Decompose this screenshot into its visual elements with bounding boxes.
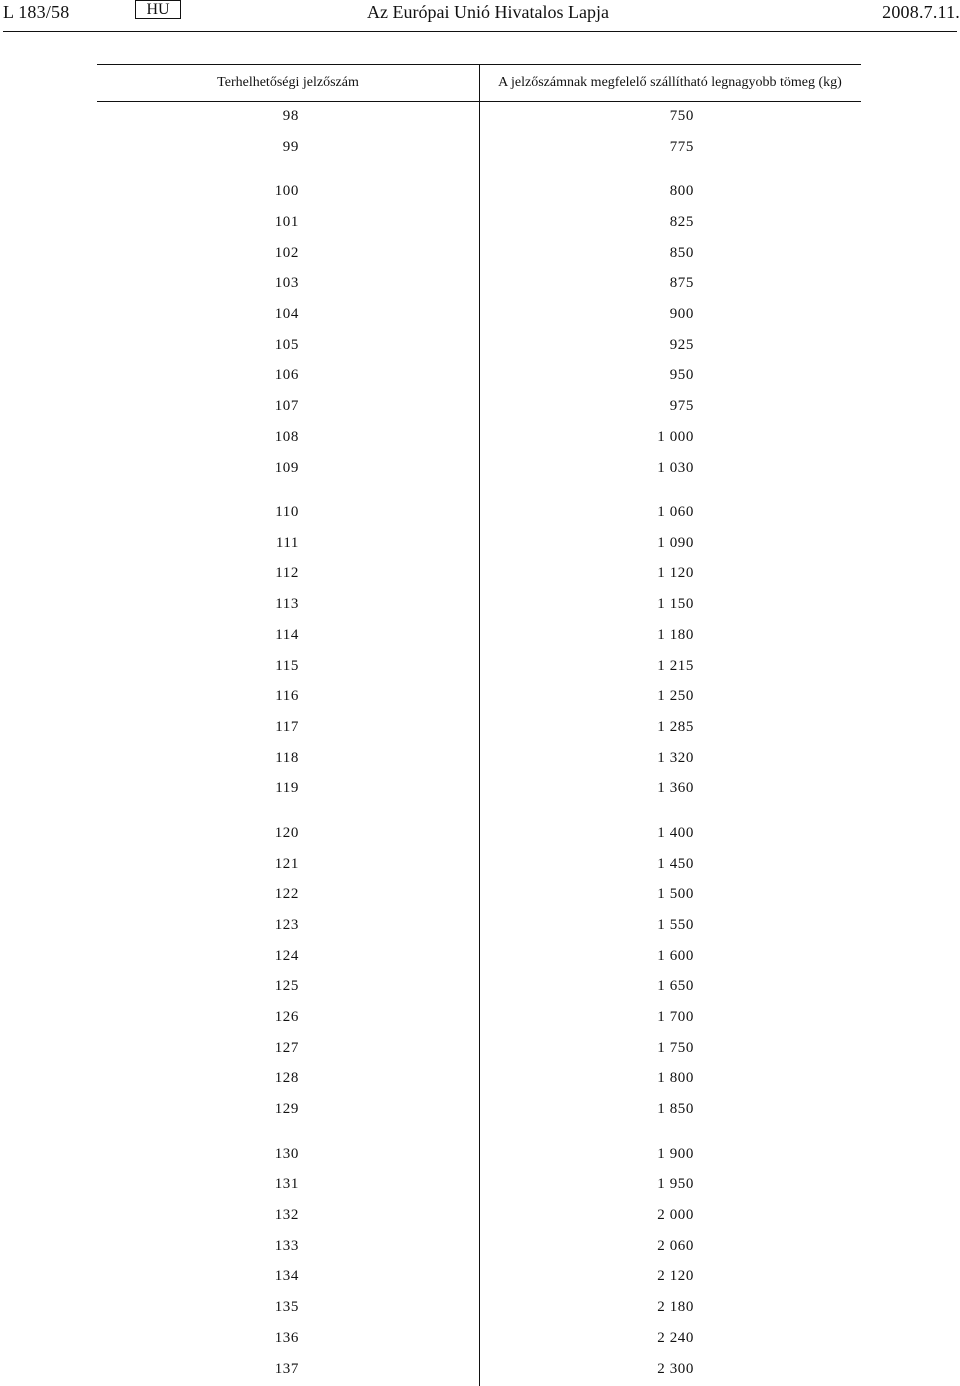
load-index-cell: 115	[275, 657, 299, 674]
max-mass-cell: 1 550	[657, 916, 694, 933]
load-index-cell: 99	[282, 138, 299, 155]
table-row	[97, 1101, 861, 1123]
load-index-cell: 110	[275, 504, 299, 520]
table-row	[97, 948, 861, 970]
load-index-cell: 136	[274, 1329, 299, 1346]
load-index-cell: 126	[274, 1009, 299, 1025]
table-row	[97, 627, 861, 649]
load-index-cell: 98	[282, 108, 299, 124]
table-row	[97, 750, 861, 772]
load-index-cell: 102	[274, 244, 299, 261]
max-mass-cell: 2 120	[657, 1268, 694, 1285]
load-index-cell: 109	[274, 459, 299, 476]
max-mass-cell: 850	[669, 244, 694, 261]
max-mass-cell: 2 240	[657, 1329, 694, 1346]
table-row	[97, 1207, 861, 1229]
max-mass-cell: 1 800	[657, 1070, 694, 1087]
max-mass-cell: 1 650	[657, 978, 694, 995]
load-index-cell: 101	[274, 213, 299, 230]
table-row	[97, 139, 861, 161]
table-row	[97, 1330, 861, 1352]
load-index-cell: 122	[274, 886, 299, 903]
table-row	[97, 780, 861, 802]
max-mass-cell: 2 300	[657, 1360, 694, 1377]
max-mass-cell: 1 750	[657, 1039, 694, 1056]
max-mass-cell: 1 090	[657, 534, 694, 551]
table-row	[97, 306, 861, 328]
table-row	[97, 1299, 861, 1321]
max-mass-cell: 2 000	[657, 1207, 694, 1223]
table-row	[97, 978, 861, 1000]
load-index-cell: 120	[274, 824, 299, 841]
load-index-cell: 114	[275, 626, 299, 643]
max-mass-cell: 1 285	[657, 718, 694, 735]
load-index-cell: 107	[274, 398, 299, 415]
table-row	[97, 688, 861, 710]
max-mass-cell: 975	[669, 398, 694, 415]
load-index-cell: 112	[275, 565, 299, 582]
max-mass-cell: 1 250	[657, 688, 694, 705]
max-mass-cell: 775	[669, 138, 694, 155]
table-row	[97, 367, 861, 389]
table-row	[97, 214, 861, 236]
load-index-cell: 113	[275, 596, 299, 613]
max-mass-cell: 1 900	[657, 1145, 694, 1162]
max-mass-cell: 1 060	[657, 504, 694, 520]
table-row	[97, 245, 861, 267]
table-row	[97, 856, 861, 878]
table-row	[97, 429, 861, 451]
table-row	[97, 658, 861, 680]
max-mass-cell: 875	[669, 275, 694, 292]
max-mass-cell: 1 120	[657, 565, 694, 582]
max-mass-cell: 750	[669, 108, 694, 124]
load-index-cell: 125	[274, 978, 299, 995]
table-row	[97, 504, 861, 526]
load-index-cell: 116	[275, 688, 299, 705]
page-header	[0, 0, 960, 32]
max-mass-cell: 825	[669, 213, 694, 230]
load-index-cell: 124	[274, 947, 299, 964]
max-mass-cell: 1 150	[657, 596, 694, 613]
max-mass-cell: 2 180	[657, 1299, 694, 1316]
max-mass-cell: 1 400	[657, 824, 694, 841]
load-index-cell: 137	[274, 1360, 299, 1377]
column-header-load-index: Terhelhetőségi jelzőszám	[217, 75, 359, 90]
load-index-cell: 121	[274, 855, 299, 872]
load-index-cell: 118	[275, 749, 299, 766]
load-index-cell: 100	[274, 183, 299, 200]
load-index-cell: 123	[274, 916, 299, 933]
load-index-cell: 135	[274, 1299, 299, 1316]
table-row	[97, 1009, 861, 1031]
table-row	[97, 1361, 861, 1383]
load-index-cell: 130	[274, 1145, 299, 1162]
load-index-cell: 128	[274, 1070, 299, 1087]
load-index-cell: 131	[274, 1176, 299, 1193]
load-index-cell: 133	[274, 1237, 299, 1254]
column-header-max-mass: A jelzőszámnak megfelelő szállítható legnagyobb tömeg (kg)	[498, 75, 842, 90]
load-index-cell: 103	[274, 275, 299, 292]
load-index-cell: 106	[274, 367, 299, 384]
load-index-cell: 104	[274, 306, 299, 322]
max-mass-cell: 800	[669, 183, 694, 200]
max-mass-cell: 1 700	[657, 1009, 694, 1025]
table-row	[97, 337, 861, 359]
publication-date: 2008.7.11.	[882, 2, 960, 22]
table-row	[97, 565, 861, 587]
max-mass-cell: 1 030	[657, 459, 694, 476]
table-row	[97, 275, 861, 297]
table-row	[97, 825, 861, 847]
max-mass-cell: 1 215	[657, 657, 694, 674]
load-index-cell: 127	[274, 1039, 299, 1056]
load-index-cell: 119	[275, 780, 299, 797]
load-index-cell: 108	[274, 428, 299, 445]
load-index-cell: 105	[274, 336, 299, 353]
table-row	[97, 1070, 861, 1092]
max-mass-cell: 950	[669, 367, 694, 384]
journal-title: Az Európai Unió Hivatalos Lapja	[367, 2, 609, 22]
header-rule	[3, 31, 957, 32]
table-row	[97, 1268, 861, 1290]
table-row	[97, 886, 861, 908]
table-row	[97, 1238, 861, 1260]
max-mass-cell: 2 060	[657, 1237, 694, 1254]
load-index-cell: 132	[274, 1207, 299, 1223]
table-row	[97, 1040, 861, 1062]
language-badge: HU	[135, 0, 181, 19]
max-mass-cell: 1 320	[657, 749, 694, 766]
table-row	[97, 1146, 861, 1168]
table-row	[97, 460, 861, 482]
max-mass-cell: 1 500	[657, 886, 694, 903]
max-mass-cell: 1 950	[657, 1176, 694, 1193]
max-mass-cell: 1 180	[657, 626, 694, 643]
max-mass-cell: 900	[669, 306, 694, 322]
max-mass-cell: 1 000	[657, 428, 694, 445]
table-row	[97, 1176, 861, 1198]
page-reference: L 183/58	[3, 2, 70, 22]
load-index-cell: 129	[274, 1101, 299, 1118]
table-row	[97, 398, 861, 420]
max-mass-cell: 1 850	[657, 1101, 694, 1118]
load-index-cell: 117	[275, 718, 299, 735]
table-row	[97, 108, 861, 130]
load-index-cell: 111	[275, 534, 299, 551]
load-index-cell: 134	[274, 1268, 299, 1285]
table-row	[97, 719, 861, 741]
max-mass-cell: 925	[669, 336, 694, 353]
max-mass-cell: 1 450	[657, 855, 694, 872]
table-row	[97, 917, 861, 939]
table-row	[97, 535, 861, 557]
max-mass-cell: 1 600	[657, 947, 694, 964]
table-row	[97, 183, 861, 205]
table-row	[97, 596, 861, 618]
max-mass-cell: 1 360	[657, 780, 694, 797]
